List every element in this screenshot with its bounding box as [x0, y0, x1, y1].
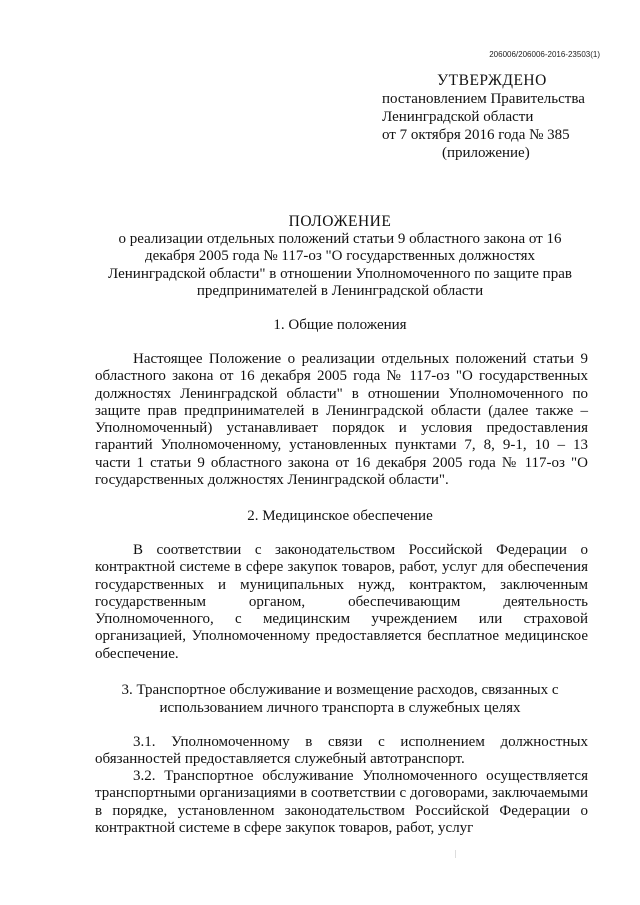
section-2-paragraph: В соответствии с законодательством Российской Федерации о контрактной системе в сфере закупок товаров, работ, услуг для обеспечения государственных и муниципальных нужд, контрактом, заключенным государственным органом, обеспечивающим деятельность Уполномоченного, с медицинским учреждением или страховой организацией, Уполномоченному предоставляется бесплатное медицинское обеспечение.: [95, 542, 588, 662]
section-3-paragraph-1: 3.1. Уполномоченному в связи с исполнением должностных обязанностей предоставляется служебный автотранспорт.: [95, 734, 588, 768]
section-1-heading: 1. Общие положения: [273, 317, 407, 333]
approval-block: [382, 72, 622, 162]
section-2-heading: 2. Медицинское обеспечение: [247, 508, 433, 524]
document-id: 206006/206006-2016-23503(1): [489, 50, 600, 59]
section-3-paragraph-2: 3.2. Транспортное обслуживание Уполномоченного осуществляется транспортными организациями в соответствии с договорами, заключаемыми в порядке, установленном законодательством Российской Федерации о контрактной системе в сфере закупок товаров, работ, услуг: [95, 768, 588, 836]
approval-line-3: от 7 октября 2016 года № 385: [382, 127, 570, 143]
approval-line-4: (приложение): [442, 145, 530, 161]
approval-heading: УТВЕРЖДЕНО: [437, 72, 547, 89]
section-1-paragraph: Настоящее Положение о реализации отдельных положений статьи 9 областного закона от 16 декабря 2005 года № 117-оз "О государственных должностях Ленинградской области" в отношении Уполномоченного по защите прав предпринимателей в Ленинградской области (далее также – Уполномоченный) устанавливает порядок и условия предоставления гарантий Уполномоченному, установленных пунктами 7, 8, 9-1, 10 – 13 части 1 статьи 9 областного закона от 16 декабря 2005 года № 117-оз "О государственных должностях Ленинградской области".: [95, 351, 588, 489]
section-3-heading: 3. Транспортное обслуживание и возмещение расходов, связанных с использованием личного транспорта в служебных целях: [121, 682, 559, 716]
title-subtitle: о реализации отдельных положений статьи 9 областного закона от 16 декабря 2005 года № 117-оз "О государственных должностях Ленинградской области" в отношении Уполномоченного по защите прав предпринимателей в Ленинградской области: [108, 230, 572, 299]
approval-line-2: Ленинградской области: [382, 109, 534, 125]
document-title: [95, 213, 585, 301]
scan-mark: [455, 850, 456, 858]
approval-line-1: постановлением Правительства: [382, 91, 585, 107]
title-heading: ПОЛОЖЕНИЕ: [288, 213, 392, 230]
